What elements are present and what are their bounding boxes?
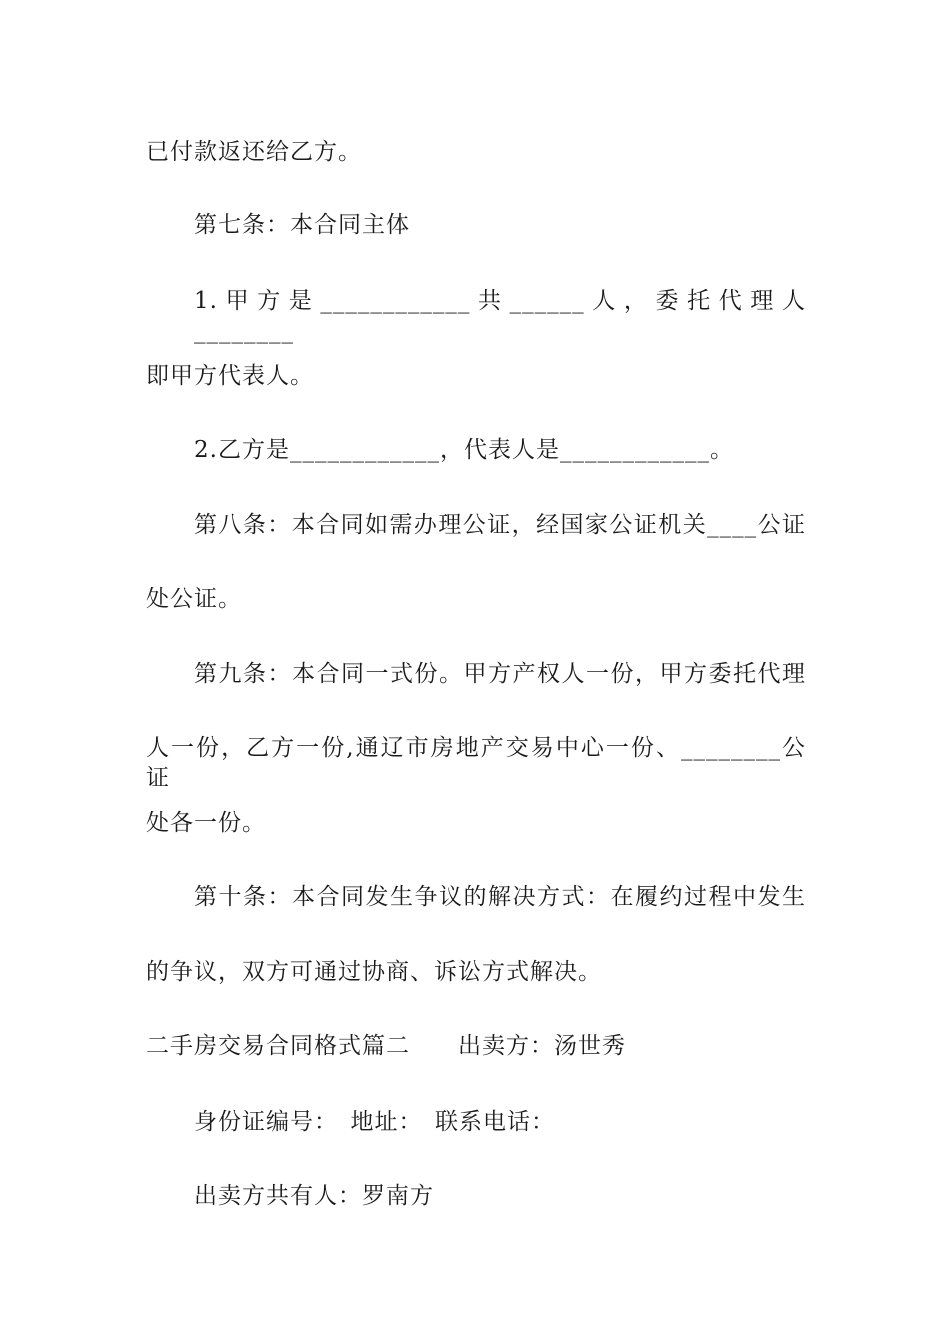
paragraph-line: 处公证。 (146, 586, 242, 612)
paragraph-line: 处各一份。 (146, 810, 266, 836)
paragraph-line: 的争议，双方可通过协商、诉讼方式解决。 (146, 959, 602, 985)
seller-coowner-line: 出卖方共有人：罗南方 (194, 1183, 434, 1209)
paragraph-line: 即甲方代表人。 (146, 363, 314, 389)
article-9-line: 第九条：本合同一式份。甲方产权人一份，甲方委托代理 (194, 661, 806, 687)
article-7-clause-2: 2.乙方是____________，代表人是____________。 (194, 437, 734, 463)
article-8-line: 第八条：本合同如需办理公证，经国家公证机关____公证 (194, 512, 806, 538)
article-7-clause-1: 1.甲方是____________共______人，委托代理人________ (194, 288, 806, 344)
seller-id-line: 身份证编号： 地址： 联系电话： (194, 1109, 555, 1135)
paragraph-line: 人一份，乙方一份,通辽市房地产交易中心一份、________公证 (146, 735, 806, 791)
paragraph-line: 已付款返还给乙方。 (146, 139, 362, 165)
section-heading: 二手房交易合同格式篇二 出卖方：汤世秀 (146, 1033, 626, 1059)
article-7-heading: 第七条：本合同主体 (194, 212, 410, 238)
article-10-line: 第十条：本合同发生争议的解决方式：在履约过程中发生 (194, 884, 806, 910)
